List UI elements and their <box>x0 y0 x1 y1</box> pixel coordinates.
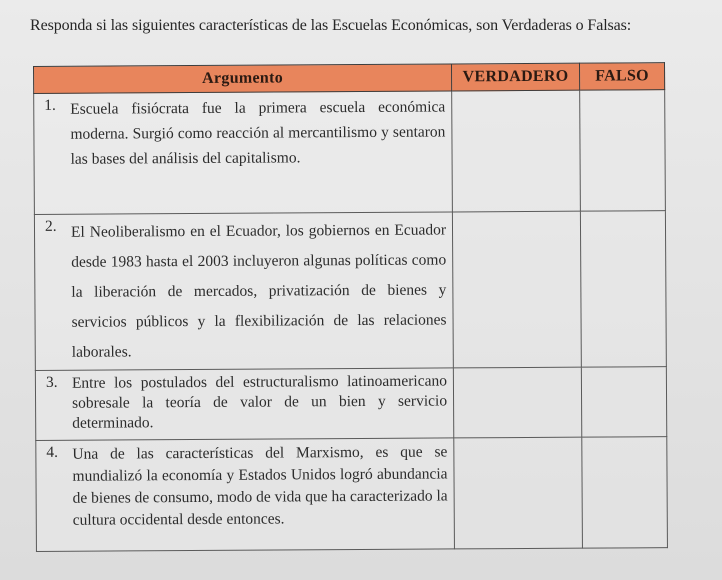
item-number: 2. <box>44 217 57 235</box>
table-header-row <box>34 63 665 94</box>
true-answer-cell[interactable] <box>452 211 581 368</box>
false-answer-cell[interactable] <box>581 367 666 438</box>
argument-item <box>40 94 445 171</box>
true-false-table <box>33 62 668 552</box>
true-false-table-container <box>33 62 668 552</box>
item-text: Una de las características del Marxismo, es que se mundializó la economía y Estados Unidos logró abundancia de bienes de consumo, modo de vida que ha caracterizado la cultura occidental desde entonces. <box>72 443 448 529</box>
table-row <box>35 367 666 441</box>
item-number: 4. <box>46 443 59 461</box>
argument-item <box>42 441 448 531</box>
item-number: 1. <box>44 96 56 114</box>
table-row <box>34 211 666 371</box>
argument-cell <box>34 212 453 371</box>
false-answer-cell[interactable] <box>580 90 666 212</box>
true-answer-cell[interactable] <box>452 90 581 212</box>
true-answer-cell[interactable] <box>453 367 581 438</box>
false-answer-cell[interactable] <box>580 211 666 368</box>
item-text: Escuela fisiócrata fue la primera escuela económica moderna. Surgió como reacción al mercantilismo y sentaron las bases del análisis del capitalismo. <box>70 98 446 168</box>
item-text: El Neoliberalismo en el Ecuador, los gobiernos en Ecuador desde 1983 hasta el 2003 incluyeron algunas políticas como la liberación de mercados, privatización de bienes y servicios públicos y la flexibilización de las relaciones laborales. <box>70 221 447 361</box>
argument-cell <box>35 368 453 441</box>
instruction-text: Responda si las siguientes características de las Escuelas Económicas, son Verdaderas o Falsas: <box>30 17 632 34</box>
argument-item <box>41 215 447 367</box>
table-row <box>36 437 668 552</box>
item-number: 3. <box>45 373 58 391</box>
true-answer-cell[interactable] <box>454 437 583 549</box>
argument-item <box>42 371 447 433</box>
header-true: VERDADERO <box>451 63 579 91</box>
header-false: FALSO <box>579 63 664 91</box>
table-row <box>34 90 666 215</box>
false-answer-cell[interactable] <box>582 437 668 549</box>
item-text: Entre los postulados del estructuralismo latinoamericano sobresale la teoría de valor de un bien y servicio determinado. <box>71 372 448 432</box>
argument-cell <box>34 91 453 215</box>
header-argument: Argumento <box>34 64 452 94</box>
argument-cell <box>36 438 455 552</box>
